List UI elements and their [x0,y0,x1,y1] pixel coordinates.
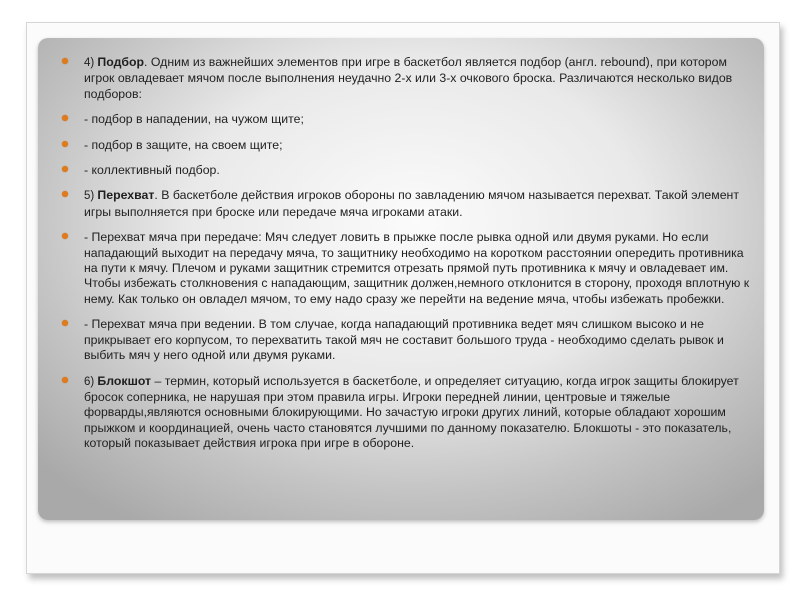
item-number: 5) [84,190,98,203]
list-item-team-rebound [62,163,752,178]
bullet-icon [62,141,68,147]
bullet-icon [62,233,68,239]
list-item-defense-rebound [62,138,752,153]
bullet-icon [62,320,68,326]
bullet-icon [62,191,68,197]
term-rebound: Подбор [97,55,145,69]
item-number: 6) [84,375,98,388]
paragraph-blockshot [62,374,752,452]
item-number: 4) [84,57,98,69]
paragraph-text: – термин, который используется в баскетболе, и определяет ситуацию, когда игрок защиты блокирует бросок соперника, не нарушая при этом правила игры. Игроки передней линии, центровые и тяжелые форварды,являются основными блокирующими. Но зачастую игроки других линий, которые обладают хорошим прыжком и координацией, очень часто становятся лучшими по данному показателю. Блокшоты - это показатель, который показывает действия игрока при игре в обороне. [84,373,739,451]
paragraph-text: - Перехват мяча при передаче: Мяч следует ловить в прыжке после рывка одной или двумя руками. Но если нападающий выходит на передачу мяча, то защитнику необходимо на коротком расстоянии опередить противника на пути к мячу. Плечом и руками защитник стремится отрезать прямой путь противника к мячу и овладевает им. Чтобы избежать столкновения с нападающим, защитник должен,немного отклонится в сторону, проходя вплотную к нему. Как только он овладел мячом, то ему надо сразу же перейти на ведение мяча, чтобы избежать пробежки. [84,230,750,306]
paragraph-steal-pass [62,230,752,307]
term-steal: Перехват [97,188,155,203]
list-item-offense-rebound [62,112,752,127]
bullet-icon [62,58,68,64]
paragraph-text: - подбор в нападении, на чужом щите; [84,112,304,127]
slide-body [62,55,752,462]
paragraph-rebound [62,55,752,102]
paragraph-text: - подбор в защите, на своем щите; [84,137,283,152]
bullet-icon [62,115,68,121]
paragraph-steal-dribble [62,317,752,363]
bullet-icon [62,377,68,383]
paragraph-text: - Перехват мяча при ведении. В том случае, когда нападающий противника ведет мяч слишком высоко и не прикрывает его корпусом, то перехватить такой мяч не составит большого труда - необходимо сделать рывок и выбить мяч у него одной или двумя руками. [84,317,724,363]
paragraph-text: . В баскетболе действия игроков обороны по завладению мячом называется перехват. Такой элемент игры выполняется при броске или передаче мяча игроками атаки. [84,188,739,219]
paragraph-text: . Одним из важнейших элементов при игре в баскетбол является подбор (англ. rebound), при котором игрок овладевает мячом после выполнения неудачно 2-х или 3-х очкового броска. Различаются несколько видов подборов: [84,55,733,101]
paragraph-text: - коллективный подбор. [84,163,220,178]
term-blockshot: Блокшот [97,373,152,388]
paragraph-steal [62,188,752,220]
bullet-icon [62,166,68,172]
